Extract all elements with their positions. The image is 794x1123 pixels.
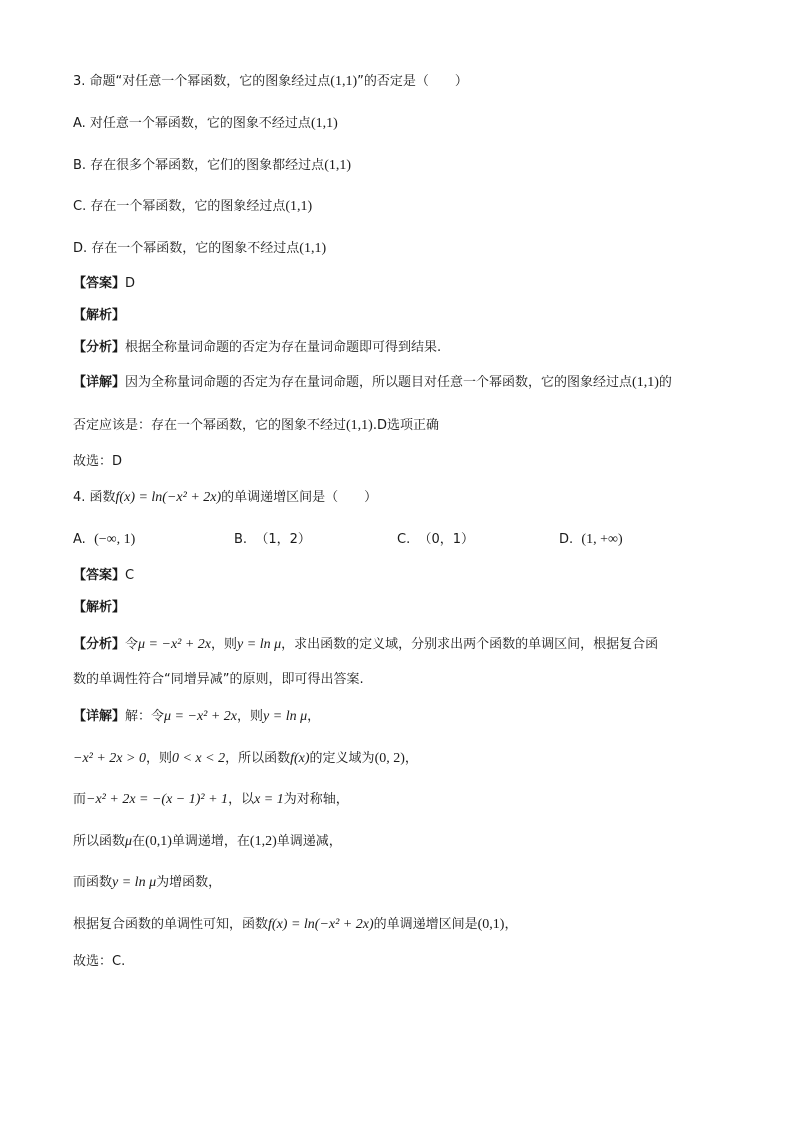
q3-xiangjie-line2: 否定应该是：存在一个幂函数，它的图象不经过(1,1).D选项正确 bbox=[73, 418, 439, 433]
q3-conclusion: 故选：D bbox=[73, 454, 123, 469]
q4-answer: 【答案】C bbox=[73, 568, 135, 583]
q3-option-b: B. 存在很多个幂函数，它们的图象都经过点(1,1) bbox=[73, 158, 352, 173]
q4-xiangjie-line4: 所以函数μ在(0,1)单调递增，在(1,2)单调递减， bbox=[73, 834, 342, 849]
q4-xiangjie-line3: 而−x² + 2x = −(x − 1)² + 1，以x = 1为对称轴， bbox=[73, 792, 349, 807]
q3-fenxi: 【分析】根据全称量词命题的否定为存在量词命题即可得到结果. bbox=[73, 340, 442, 355]
q4-xiangjie-line5: 而函数y = ln μ为增函数， bbox=[73, 875, 222, 890]
q4-jiexi-label: 【解析】 bbox=[73, 600, 126, 615]
q4-option-d: D. (1, +∞) bbox=[559, 532, 623, 547]
q4-xiangjie-line1: 【详解】解：令μ = −x² + 2x，则y = ln μ， bbox=[73, 709, 321, 724]
q3-answer: 【答案】D bbox=[73, 276, 136, 291]
q4-fenxi-line1: 【分析】令μ = −x² + 2x，则y = ln μ，求出函数的定义域，分别求出两个函数的单调区间，根据复合函 bbox=[73, 637, 659, 652]
q4-option-a: A. (−∞, 1) bbox=[73, 532, 136, 547]
q4-conclusion: 故选：C. bbox=[73, 954, 126, 969]
q4-xiangjie-line2: −x² + 2x > 0，则0 < x < 2，所以函数f(x)的定义域为(0, 2)， bbox=[73, 751, 418, 766]
q3-stem: 3. 命题“对任意一个幂函数，它的图象经过点(1,1)”的否定是（ ） bbox=[73, 74, 468, 89]
q3-xiangjie-line1: 【详解】因为全称量词命题的否定为存在量词命题，所以题目对任意一个幂函数，它的图象经过点(1,1)的 bbox=[73, 375, 672, 390]
q3-option-c: C. 存在一个幂函数，它的图象经过点(1,1) bbox=[73, 199, 313, 214]
q3-option-a: A. 对任意一个幂函数，它的图象不经过点(1,1) bbox=[73, 116, 338, 131]
q4-fenxi-line2: 数的单调性符合“同增异减”的原则，即可得出答案. bbox=[73, 672, 364, 687]
q3-option-d: D. 存在一个幂函数，它的图象不经过点(1,1) bbox=[73, 241, 327, 256]
q4-function-formula: f(x) = ln(−x² + 2x) bbox=[115, 490, 222, 505]
q4-option-c: C. （0，1） bbox=[397, 532, 475, 547]
q3-jiexi-label: 【解析】 bbox=[73, 308, 126, 323]
q4-option-b: B. （1，2） bbox=[234, 532, 311, 547]
q4-xiangjie-line6: 根据复合函数的单调性可知，函数f(x) = ln(−x² + 2x)的单调递增区间是(0,1)， bbox=[73, 917, 518, 932]
q4-stem: 4. 函数f(x) = ln(−x² + 2x)的单调递增区间是（ ） bbox=[73, 490, 378, 505]
